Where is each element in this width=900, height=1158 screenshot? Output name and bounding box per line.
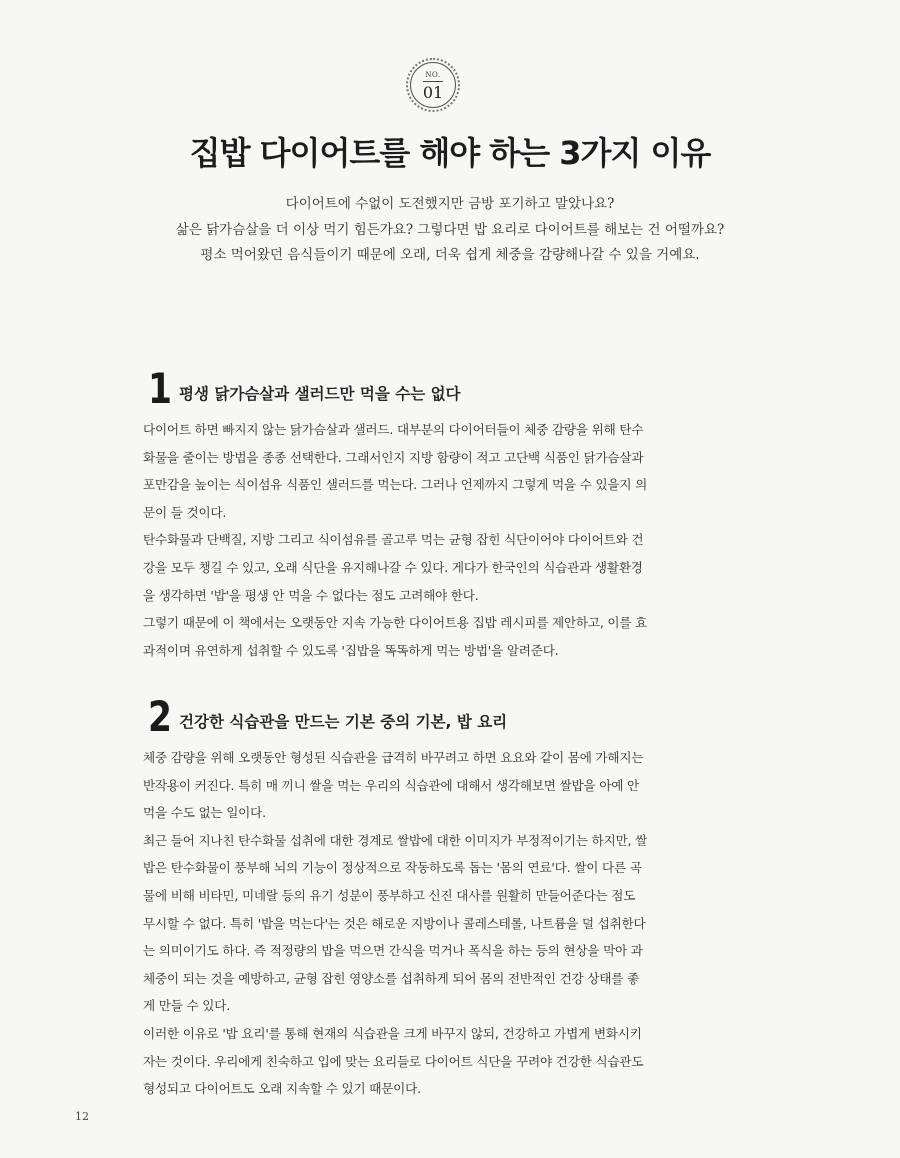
section-body <box>143 744 763 1103</box>
body-line: 체중이 되는 것을 예방하고, 균형 잡힌 영양소를 섭취하게 되어 몸의 전반적인 건강 상태를 좋 <box>143 970 639 986</box>
body-line: 밥은 탄수화물이 풍부해 뇌의 기능이 정상적으로 작동하도록 돕는 '몸의 연료'다. 쌀이 다른 곡 <box>143 860 642 876</box>
body-line: 먹을 수도 없는 일이다. <box>143 805 266 821</box>
body-line: 체중 감량을 위해 오랫동안 형성된 식습관을 급격히 바꾸려고 하면 요요와 같이 몸에 가해지는 <box>143 750 644 765</box>
section-number: 1 <box>148 364 172 413</box>
body-line: 무시할 수 없다. 특히 '밥을 먹는다'는 것은 해로운 지방이나 콜레스테롤, 나트륨을 덜 섭취한다 <box>143 915 646 931</box>
body-line: 포만감을 높이는 식이섬유 식품인 샐러드를 먹는다. 그러나 언제까지 그렇게 먹을 수 있을지 의 <box>143 477 648 493</box>
section-number: 2 <box>148 692 172 741</box>
body-line: 과적이며 유연하게 섭취할 수 있도록 '집밥을 똑똑하게 먹는 방법'을 알려준다. <box>143 642 559 658</box>
body-line: 물에 비해 비타민, 미네랄 등의 유기 성분이 풍부하고 신진 대사를 원활히 만들어준다는 점도 <box>143 887 636 903</box>
body-line: 이러한 이유로 '밥 요리'를 통해 현재의 식습관을 크게 바꾸지 않되, 건강하고 가볍게 변화시키 <box>143 1025 642 1041</box>
body-line: 자는 것이다. 우리에게 친숙하고 입에 맞는 요리들로 다이어트 식단을 꾸려야 건강한 식습관도 <box>143 1053 644 1069</box>
section-body <box>143 416 763 664</box>
section-2 <box>143 692 763 1103</box>
body-line: 강을 모두 챙길 수 있고, 오래 식단을 유지해나갈 수 있다. 게다가 한국인의 식습관과 생활환경 <box>143 559 643 575</box>
badge-no-label: NO. <box>425 71 441 79</box>
body-line: 반작용이 커진다. 특히 매 끼니 쌀을 먹는 우리의 식습관에 대해서 생각해보면 쌀밥을 아예 안 <box>143 777 639 793</box>
body-line: 그렇기 때문에 이 책에서는 오랫동안 지속 가능한 다이어트용 집밥 레시피를 제안하고, 이를 효 <box>143 615 648 631</box>
intro-line: 삶은 닭가슴살을 더 이상 먹기 힘든가요? 그렇다면 밥 요리로 다이어트를 해보는 건 어떨까요? <box>175 221 725 238</box>
intro-paragraph <box>100 192 800 269</box>
chapter-number-badge <box>410 62 456 108</box>
body-line: 화물을 줄이는 방법을 종종 선택한다. 그래서인지 지방 함량이 적고 고단백 식품인 닭가슴살과 <box>143 449 644 465</box>
body-line: 을 생각하면 '밥'을 평생 안 먹을 수 없다는 점도 고려해야 한다. <box>143 587 479 603</box>
section-heading <box>143 364 763 416</box>
page-title: 집밥 다이어트를 해야 하는 3가지 이유 <box>189 134 711 172</box>
section-title: 평생 닭가슴살과 샐러드만 먹을 수는 없다 <box>179 385 461 403</box>
section-heading <box>143 692 763 744</box>
body-line: 최근 들어 지나친 탄수화물 섭취에 대한 경계로 쌀밥에 대한 이미지가 부정적이기는 하지만, 쌀 <box>143 832 648 848</box>
body-line: 형성되고 다이어트도 오래 지속할 수 있기 때문이다. <box>143 1081 421 1097</box>
badge-number: 01 <box>422 83 444 102</box>
body-line: 탄수화물과 단백질, 지방 그리고 식이섬유를 골고루 먹는 균형 잡힌 식단이어야 다이어트와 건 <box>143 532 644 548</box>
intro-line: 평소 먹어왔던 음식들이기 때문에 오래, 더욱 쉽게 체중을 감량해나갈 수 있을 거예요. <box>200 247 700 263</box>
body-line: 문이 들 것이다. <box>143 504 227 520</box>
body-line: 는 의미이기도 하다. 즉 적정량의 밥을 먹으면 간식을 먹거나 폭식을 하는 등의 현상을 막아 과 <box>143 943 643 959</box>
body-line: 게 만들 수 있다. <box>143 998 231 1014</box>
section-title: 건강한 식습관을 만드는 기본 중의 기본, 밥 요리 <box>179 713 508 731</box>
body-line: 다이어트 하면 빠지지 않는 닭가슴살과 샐러드. 대부분의 다이어터들이 체중 감량을 위해 탄수 <box>143 422 644 437</box>
page-number: 12 <box>75 1110 89 1123</box>
intro-line: 다이어트에 수없이 도전했지만 금방 포기하고 말았나요? <box>285 196 615 212</box>
section-1 <box>143 364 763 664</box>
badge-divider <box>423 81 443 82</box>
